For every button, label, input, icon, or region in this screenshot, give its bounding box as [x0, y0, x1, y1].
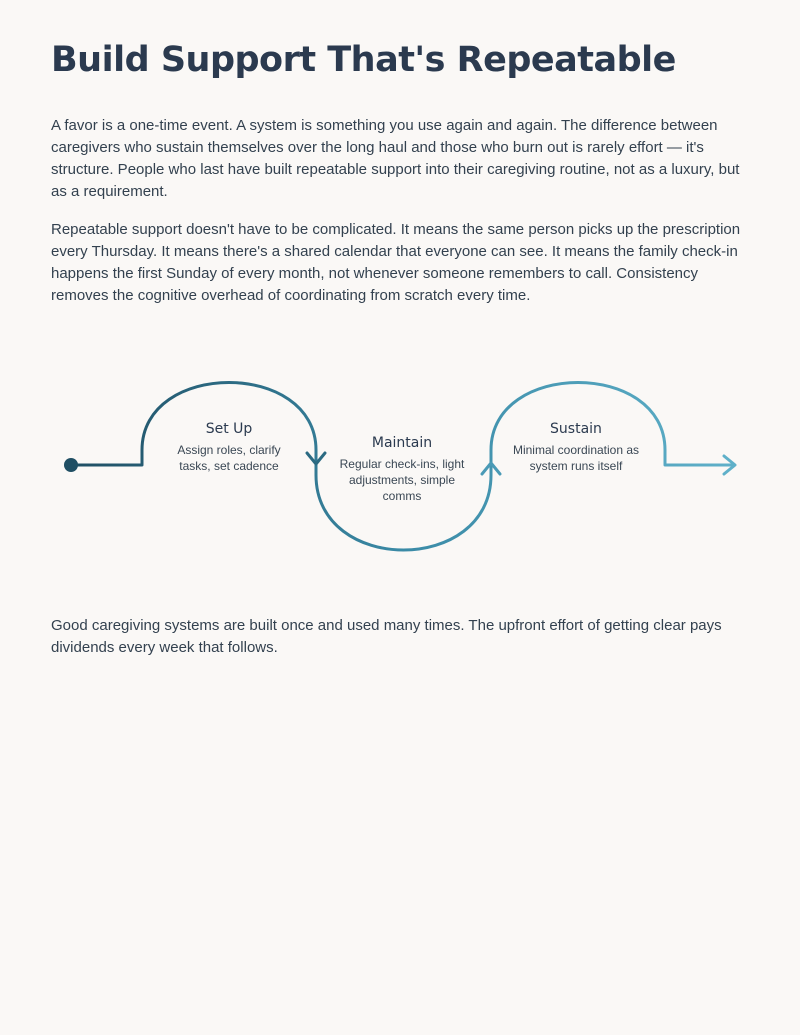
stage-maintain	[332, 435, 472, 504]
support-cycle-diagram	[0, 340, 800, 580]
closing-paragraph: Good caregiving systems are built once and used many times. The upfront effort of getting clear pays dividends every week that follows.	[51, 617, 722, 656]
stage-set-up	[164, 421, 294, 474]
intro-paragraph: A favor is a one-time event. A system is something you use again and again. The difference between caregivers who sustain themselves over the long haul and those who burn out is rarely effort — it's structure. People who last have built repeatable support into their caregiving routine, not as a luxury, but as a requirement.	[51, 117, 740, 200]
body-paragraph: Repeatable support doesn't have to be complicated. It means the same person picks up the prescription every Thursday. It means there's a shared calendar that everyone can see. It means the family check-in happens the first Sunday of every month, not whenever someone remembers to call. Consistency removes the cognitive overhead of coordinating from scratch every time.	[51, 221, 741, 304]
stage-description: Assign roles, clarify tasks, set cadence	[177, 443, 281, 473]
stage-title: Sustain	[550, 421, 602, 437]
stage-title: Maintain	[371, 435, 433, 451]
stage-sustain	[506, 421, 646, 474]
page-title: Build Support That's Repeatable	[51, 40, 676, 80]
stage-description: Regular check-ins, light adjustments, simple comms	[339, 457, 465, 503]
stage-title: Set Up	[205, 421, 253, 437]
stage-description: Minimal coordination as system runs itself	[512, 443, 640, 473]
